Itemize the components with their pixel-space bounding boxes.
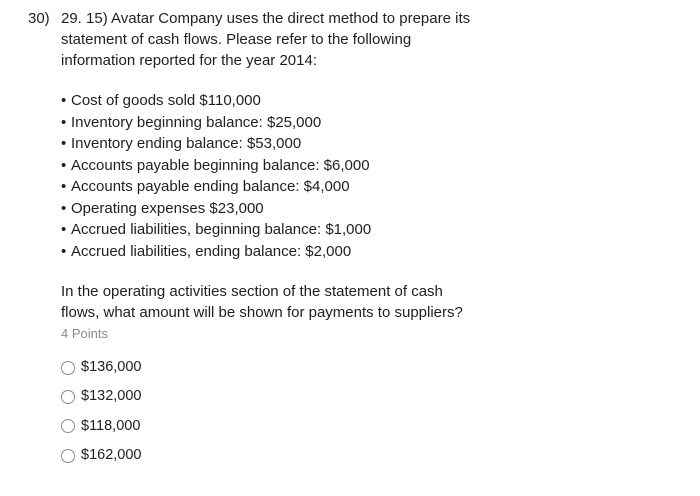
radio-button-icon[interactable] (61, 361, 75, 375)
fact-item (61, 133, 481, 155)
fact-item (61, 219, 481, 241)
answer-option-4[interactable] (61, 441, 481, 470)
bullet-icon: • (61, 199, 67, 217)
fact-item (61, 90, 481, 112)
answer-option-label[interactable]: $132,000 (81, 388, 142, 405)
fact-text: Operating expenses $23,000 (71, 199, 264, 217)
radio-button-icon[interactable] (61, 449, 75, 463)
question-body (61, 8, 481, 470)
question-number: 30) (28, 10, 50, 27)
answer-option-1[interactable] (61, 353, 481, 382)
radio-button-icon[interactable] (61, 419, 75, 433)
fact-text: Cost of goods sold $110,000 (71, 92, 261, 109)
bullet-icon: • (61, 135, 67, 152)
fact-item (61, 155, 481, 177)
fact-text: Inventory ending balance: $53,000 (71, 135, 302, 152)
fact-text: Accounts payable beginning balance: $6,000 (71, 156, 370, 174)
answer-options (61, 353, 481, 470)
bullet-icon: • (61, 178, 67, 195)
bullet-icon: • (61, 92, 67, 109)
facts-list (61, 90, 481, 262)
fact-item (61, 241, 481, 263)
answer-option-label[interactable]: $118,000 (81, 417, 141, 434)
answer-option-label[interactable]: $136,000 (81, 359, 142, 376)
fact-text: Inventory beginning balance: $25,000 (71, 113, 322, 131)
fact-text: Accrued liabilities, ending balance: $2,000 (71, 242, 352, 260)
fact-item (61, 112, 481, 134)
radio-button-icon[interactable] (61, 390, 75, 404)
bullet-icon: • (61, 242, 67, 260)
fact-text: Accrued liabilities, beginning balance: $1,000 (71, 221, 372, 238)
answer-option-2[interactable] (61, 382, 481, 411)
answer-option-label[interactable]: $162,000 (81, 447, 142, 464)
points-label: 4 Points (61, 326, 108, 341)
fact-item (61, 198, 481, 220)
bullet-icon: • (61, 221, 67, 238)
fact-text: Accounts payable ending balance: $4,000 (71, 178, 350, 195)
bullet-icon: • (61, 156, 67, 174)
question-prompt: In the operating activities section of the statement of cash flows, what amount will be shown for payments to suppliers? (61, 283, 463, 321)
bullet-icon: • (61, 113, 67, 131)
answer-option-3[interactable] (61, 412, 481, 441)
fact-item (61, 176, 481, 198)
question-intro: 29. 15) Avatar Company uses the direct method to prepare its statement of cash flows. Please refer to the following information reported for the year 2014: (61, 10, 471, 69)
